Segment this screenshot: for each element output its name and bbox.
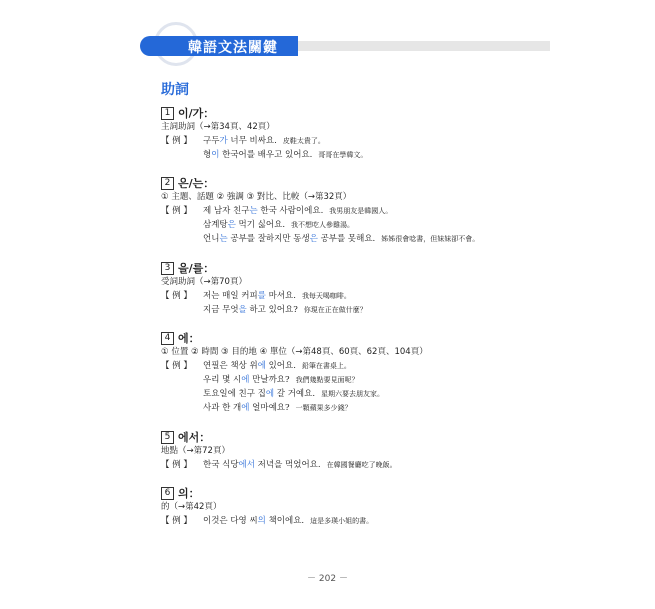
item-header bbox=[161, 486, 373, 500]
item-number: 2 bbox=[161, 177, 174, 190]
example-line bbox=[161, 401, 428, 415]
chinese-translation: 星期六要去朋友家。 bbox=[321, 390, 385, 398]
grammar-item bbox=[161, 261, 367, 317]
item-number: 1 bbox=[161, 107, 174, 120]
item-header bbox=[161, 261, 367, 275]
chinese-translation: 姊姊很會唸書，但妹妹卻不會。 bbox=[381, 235, 480, 243]
chinese-translation: 我男朋友是韓國人。 bbox=[329, 207, 393, 215]
item-number: 5 bbox=[161, 431, 174, 444]
example-tag: 【 例 】 bbox=[161, 291, 192, 301]
particle-highlight: 는 bbox=[219, 234, 228, 244]
chinese-translation: 我們幾點要見面呢？ bbox=[295, 376, 359, 384]
item-description: ① 位置 ② 時間 ③ 目的地 ④ 單位（→第48頁、60頁、62頁、104頁） bbox=[161, 347, 428, 357]
particle-highlight: 을 bbox=[238, 305, 247, 315]
korean-sentence: 사과 한 개에 얼마예요? bbox=[203, 403, 290, 413]
particle-highlight: 는 bbox=[249, 206, 258, 216]
example-tag: 【 例 】 bbox=[161, 206, 192, 216]
item-description: 地點（→第72頁） bbox=[161, 446, 230, 456]
korean-sentence: 우리 몇 시에 만날까요? bbox=[203, 375, 290, 385]
particle-highlight: 에서 bbox=[238, 460, 255, 470]
chinese-translation: 一顆蘋果多少錢？ bbox=[295, 404, 352, 412]
example-line bbox=[161, 359, 428, 373]
particle-highlight: 의 bbox=[257, 516, 266, 526]
chinese-translation: 哥哥在學韓文。 bbox=[318, 151, 368, 159]
korean-sentence: 토요일에 친구 집에 갈 거예요. bbox=[203, 389, 316, 399]
example-line bbox=[161, 148, 367, 162]
grammar-item bbox=[161, 106, 367, 162]
example-tag: 【 例 】 bbox=[161, 460, 192, 470]
korean-sentence: 저는 매일 커피를 마셔요. bbox=[203, 291, 296, 301]
particle-highlight: 가 bbox=[219, 136, 228, 146]
grammar-item bbox=[161, 331, 428, 415]
korean-sentence: 삼계탕은 먹기 싫어요. bbox=[203, 220, 286, 230]
korean-sentence: 지금 무엇을 하고 있어요? bbox=[203, 305, 298, 315]
item-number: 3 bbox=[161, 262, 174, 275]
grammar-item bbox=[161, 430, 397, 472]
item-header bbox=[161, 430, 397, 444]
item-description: ① 主題、話題 ② 強調 ③ 對比、比較（→第32頁） bbox=[161, 192, 352, 202]
example-line bbox=[161, 289, 367, 303]
particle-highlight: 에 bbox=[257, 361, 266, 371]
example-line bbox=[161, 458, 397, 472]
example-line bbox=[161, 373, 428, 387]
chapter-header bbox=[140, 36, 550, 56]
particle-highlight: 은 bbox=[227, 220, 236, 230]
chinese-translation: 我不想吃人參雞湯。 bbox=[291, 221, 355, 229]
example-tag: 【 例 】 bbox=[161, 136, 192, 146]
particle-highlight: 를 bbox=[257, 291, 266, 301]
korean-sentence: 제 남자 친구는 한국 사람이에요. bbox=[203, 206, 324, 216]
korean-sentence: 이것은 다영 씨의 책이에요. bbox=[203, 516, 305, 526]
chinese-translation: 在韓國餐廳吃了晚飯。 bbox=[326, 461, 397, 469]
item-header bbox=[161, 106, 367, 120]
item-header bbox=[161, 176, 479, 190]
example-tag: 【 例 】 bbox=[161, 361, 192, 371]
chinese-translation: 這是多瑛小姐的書。 bbox=[310, 517, 374, 525]
chinese-translation: 鉛筆在書桌上。 bbox=[301, 362, 351, 370]
example-line bbox=[161, 514, 373, 528]
korean-sentence: 언니는 공부를 잘하지만 동생은 공부를 못해요. bbox=[203, 234, 376, 244]
example-line bbox=[161, 232, 479, 246]
example-line bbox=[161, 134, 367, 148]
example-line bbox=[161, 204, 479, 218]
chapter-title: 韓語文法關鍵 bbox=[188, 40, 278, 56]
item-number: 4 bbox=[161, 332, 174, 345]
example-line bbox=[161, 303, 367, 317]
example-line bbox=[161, 387, 428, 401]
item-number: 6 bbox=[161, 487, 174, 500]
korean-sentence: 연필은 책상 위에 있어요. bbox=[203, 361, 296, 371]
header-bar bbox=[290, 41, 550, 51]
particle-highlight: 에 bbox=[241, 403, 250, 413]
grammar-item bbox=[161, 176, 479, 246]
korean-sentence: 한국 식당에서 저녁을 먹었어요. bbox=[203, 460, 321, 470]
korean-sentence: 구두가 너무 비싸요. bbox=[203, 136, 277, 146]
particle-highlight: 이 bbox=[211, 150, 220, 160]
particle-marker: 의： bbox=[178, 487, 200, 500]
item-description: 的（→第42頁） bbox=[161, 502, 222, 512]
item-description: 受詞助詞（→第70頁） bbox=[161, 277, 247, 287]
example-line bbox=[161, 218, 479, 232]
korean-sentence: 형이 한국어를 배우고 있어요. bbox=[203, 150, 313, 160]
chinese-translation: 我每天喝咖啡。 bbox=[301, 292, 351, 300]
particle-marker: 은/는： bbox=[178, 177, 215, 190]
grammar-item bbox=[161, 486, 373, 528]
example-tag: 【 例 】 bbox=[161, 516, 192, 526]
item-header bbox=[161, 331, 428, 345]
particle-marker: 이/가： bbox=[178, 107, 215, 120]
particle-marker: 을/를： bbox=[178, 262, 215, 275]
chinese-translation: 皮鞋太貴了。 bbox=[282, 137, 325, 145]
particle-marker: 에： bbox=[178, 332, 200, 345]
item-description: 主詞助詞（→第34頁、42頁） bbox=[161, 122, 275, 132]
particle-highlight: 은 bbox=[309, 234, 318, 244]
page-number: － 202 － bbox=[307, 574, 348, 584]
chinese-translation: 你現在正在做什麼？ bbox=[303, 306, 367, 314]
particle-highlight: 에 bbox=[265, 389, 275, 399]
particle-highlight: 에 bbox=[241, 375, 250, 385]
section-title: 助詞 bbox=[161, 82, 189, 98]
particle-marker: 에서： bbox=[178, 431, 211, 444]
